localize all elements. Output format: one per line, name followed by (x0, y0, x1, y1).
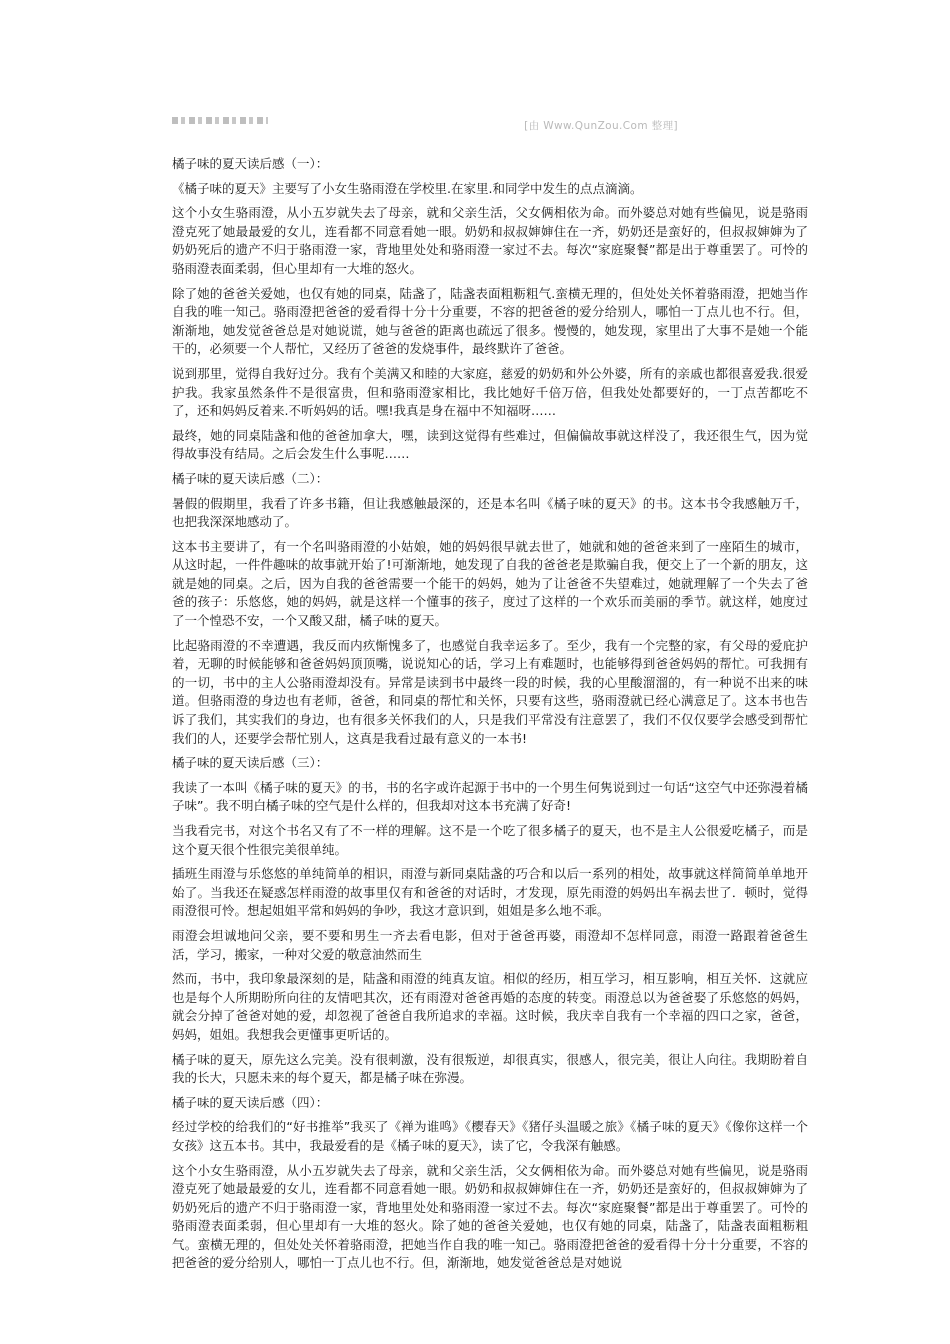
document-body (172, 155, 808, 1279)
section-2 (172, 470, 808, 754)
paragraph: 最终，她的同桌陆盏和他的爸爸加拿大，嘿，读到这觉得有些难过，但偏偏故事就这样没了，我还很生气，因为觉得故事没有结局。之后会发生什么事呢…… (172, 427, 808, 462)
paragraph: 橘子味的夏天，原先这么完美。没有很刺激，没有很叛逆，却很真实，很感人，很完美，很让人向往。我期盼着自我的长大，只愿未来的每个夏天，都是橘子味在弥漫。 (172, 1051, 808, 1086)
paragraph: 这本书主要讲了，有一个名叫骆雨澄的小姑娘，她的妈妈很早就去世了，她就和她的爸爸来到了一座陌生的城市，从这时起，一件件趣味的故事就开始了!可渐渐地，她发现了自我的爸爸老是欺骗自我，便交上了一个新的朋友，这就是她的同桌。之后，因为自我的爸爸需要一个能干的妈妈，她为了让爸爸不失望难过，她就理解了一个失去了爸爸的孩子：乐悠悠，她的妈妈，就是这样一个懂事的孩子，度过了这样的一个欢乐而美丽的季节。就这样，她度过了一个惶恐不安，一个又酸又甜，橘子味的夏天。 (172, 538, 808, 629)
section-heading: 橘子味的夏天读后感（二）： (172, 470, 329, 486)
paragraph: 暑假的假期里，我看了许多书籍，但让我感触最深的，还是本名叫《橘子味的夏天》的书。这本书令我感触万千，也把我深深地感动了。 (172, 495, 808, 530)
paragraph: 这个小女生骆雨澄，从小五岁就失去了母亲，就和父亲生活，父女俩相依为命。而外婆总对她有些偏见，说是骆雨澄克死了她最最爱的女儿，连看都不同意看她一眼。奶奶和叔叔婶婶住在一齐，奶奶还是蛮好的，但叔叔婶婶为了奶奶死后的遗产不归于骆雨澄一家，背地里处处和骆雨澄一家过不去。每次“家庭聚餐”都是出于尊重罢了。可怜的骆雨澄表面柔弱，但心里却有一大堆的怒火。 (172, 205, 808, 276)
paragraph: 我读了一本叫《橘子味的夏天》的书，书的名字或许起源于书中的一个男生何隽说到过一句话“这空气中还弥漫着橘子味”。我不明白橘子味的空气是什么样的，但我却对这本书充满了好奇! (172, 779, 808, 814)
paragraph: 当我看完书，对这个书名又有了不一样的理解。这不是一个吃了很多橘子的夏天，也不是主人公很爱吃橘子，而是这个夏天很个性很完美很单纯。 (172, 823, 808, 857)
paragraph: 然而，书中，我印象最深刻的是，陆盏和雨澄的纯真友谊。相似的经历，相互学习，相互影响，相互关怀．这就应也是每个人所期盼所向往的友情吧其次，还有雨澄对爸爸再婚的态度的转变。雨澄总以为爸爸娶了乐悠悠的妈妈，就会分掉了爸爸对她的爱，却忽视了爸爸自我所追求的幸福。这时候，我庆幸自我有一个幸福的四口之家，爸爸，妈妈，姐姐。我想我会更懂事更听话的。 (172, 971, 808, 1042)
header-smudge (172, 117, 268, 124)
section-heading: 橘子味的夏天读后感（四）： (172, 1094, 329, 1110)
paragraph: 《橘子味的夏天》主要写了小女生骆雨澄在学校里.在家里.和同学中发生的点点滴滴。 (172, 180, 643, 196)
paragraph: 这个小女生骆雨澄，从小五岁就失去了母亲，就和父亲生活，父女俩相依为命。而外婆总对她有些偏见，说是骆雨澄克死了她最最爱的女儿，连看都不同意看她一眼。奶奶和叔叔婶婶住在一齐，奶奶还是蛮好的，但叔叔婶婶为了奶奶死后的遗产不归于骆雨澄一家，背地里处处和骆雨澄一家过不去。每次“家庭聚餐”都是出于尊重罢了。可怜的骆雨澄表面柔弱，但心里却有一大堆的怒火。除了她的爸爸关爱她，也仅有她的同桌，陆盏了，陆盏表面粗粝粗气。蛮横无理的，但处处关怀着骆雨澄，把她当作自我的唯一知己。骆雨澄把爸爸的爱看得十分十分重要，不容的把爸爸的爱分给别人，哪怕一丁点儿也不行。但，渐渐地，她发觉爸爸总是对她说 (172, 1162, 808, 1271)
paragraph: 经过学校的给我们的“好书推举”我买了《禅为谁鸣》《樱春天》《猪仔头温暖之旅》《橘子味的夏天》《像你这样一个女孩》这五本书。其中，我最爱看的是《橘子味的夏天》，读了它，令我深有触感。 (172, 1119, 808, 1153)
watermark-text: [由 Www.QunZou.Com 整理] (524, 120, 678, 132)
section-3 (172, 754, 808, 1094)
section-heading: 橘子味的夏天读后感（一）： (172, 156, 329, 171)
section-1 (172, 155, 808, 470)
paragraph: 除了她的爸爸关爱她，也仅有她的同桌，陆盏了，陆盏表面粗粝粗气.蛮横无理的，但处处关怀着骆雨澄，把她当作自我的唯一知己。骆雨澄把爸爸的爱看得十分十分重要，不容的把爸爸的爱分给别人，哪怕一丁点儿也不行。但，渐渐地，她发觉爸爸总是对她说谎，她与爸爸的距离也疏远了很多。慢慢的，她发现，家里出了大事不是她一个能干的，必须要一个人帮忙，又经历了爸爸的发烧事件，最终默许了爸爸。 (172, 285, 808, 357)
paragraph: 雨澄会坦诚地问父亲，要不要和男生一齐去看电影，但对于爸爸再婆，雨澄却不怎样同意，雨澄一路跟着爸爸生活，学习，搬家，一种对父爱的敬意油然而生 (172, 927, 808, 962)
paragraph: 比起骆雨澄的不幸遭遇，我反而内疚惭愧多了，也感觉自我幸运多了。至少，我有一个完整的家，有父母的爱庇护着，无聊的时候能够和爸爸妈妈顶顶嘴，说说知心的话，学习上有难题时，也能够得到爸爸妈妈的帮忙。可我拥有的一切，书中的主人公骆雨澄却没有。异常是读到书中最终一段的时候，我的心里酸溜溜的，有一种说不出来的味道。但骆雨澄的身边也有老师，爸爸，和同桌的帮忙和关怀，只要有这些，骆雨澄就已经心满意足了。这本书也告诉了我们，其实我们的身边，也有很多关怀我们的人，只是我们平常没有注意罢了，我们不仅仅要学会感受到帮忙我们的人，还要学会帮忙别人，这真是我看过最有意义的一本书! (172, 637, 808, 746)
paragraph: 插班生雨澄与乐悠悠的单纯简单的相识，雨澄与新同桌陆盏的巧合和以后一系列的相处，故事就这样简简单单地开始了。当我还在疑惑怎样雨澄的故事里仅有和爸爸的对话时，才发现，原先雨澄的妈妈出车祸去世了．顿时，觉得雨澄很可怜。想起姐姐平常和妈妈的争吵，我这才意识到，姐姐是多么地不乖。 (172, 866, 808, 919)
section-heading: 橘子味的夏天读后感（三）： (172, 755, 329, 771)
paragraph: 说到那里，觉得自我好过分。我有个美满又和睦的大家庭，慈爱的奶奶和外公外婆，所有的亲戚也都很喜爱我.很爱护我。我家虽然条件不是很富贵，但和骆雨澄家相比，我比她好千倍万倍，但我处处都要好的，一丁点苦都吃不了，还和妈妈反着来.不听妈妈的话。嘿!我真是身在福中不知福呀…… (172, 365, 808, 419)
section-4 (172, 1094, 808, 1279)
